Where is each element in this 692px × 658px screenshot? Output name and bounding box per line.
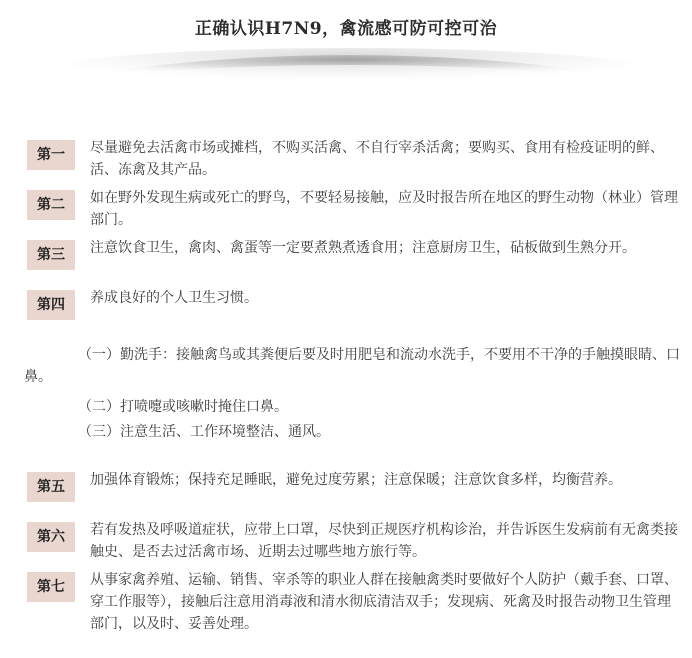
item-label: 第一 <box>27 140 75 170</box>
item-label: 第五 <box>27 472 75 502</box>
item-label: 第四 <box>27 290 75 320</box>
page-title: 正确认识H7N9，禽流感可防可控可治 <box>194 19 498 39</box>
item-label: 第二 <box>27 190 75 220</box>
decorative-swoosh <box>40 40 660 120</box>
item-text: 从事家禽养殖、运输、销售、宰杀等的职业人群在接触禽类时要做好个人防护（戴手套、口罩、穿工作服等），接触后注意用消毒液和清水彻底清洁双手；发现病、死禽及时报告动物卫生管理部门，以及时、妥善处理。 <box>90 572 678 632</box>
sub-item-text: （二）打喷嚏或咳嗽时掩住口鼻。 <box>78 399 288 415</box>
sub-item-text: （一）勤洗手：接触禽鸟或其粪便后要及时用肥皂和流动水洗手，不要用不干净的手触摸眼睛、口鼻。 <box>24 347 680 385</box>
item-label: 第三 <box>27 240 75 270</box>
item-text: 若有发热及呼吸道症状，应带上口罩，尽快到正规医疗机构诊治，并告诉医生发病前有无禽类接触史、是否去过活禽市场、近期去过哪些地方旅行等。 <box>90 522 678 560</box>
sub-item <box>24 421 684 443</box>
item-text: 如在野外发现生病或死亡的野鸟，不要轻易接触，应及时报告所在地区的野生动物（林业）管理部门。 <box>90 190 678 228</box>
item-text: 养成良好的个人卫生习惯。 <box>90 290 258 306</box>
item-text: 注意饮食卫生，禽肉、禽蛋等一定要煮熟煮透食用；注意厨房卫生，砧板做到生熟分开。 <box>90 240 636 256</box>
item-text: 加强体育锻炼；保持充足睡眠，避免过度劳累；注意保暖；注意饮食多样，均衡营养。 <box>90 472 622 488</box>
sub-item <box>24 396 684 418</box>
sub-item-text: （三）注意生活、工作环境整洁、通风。 <box>78 424 330 440</box>
sub-item <box>24 344 684 388</box>
item-label: 第七 <box>27 572 75 602</box>
item-label: 第六 <box>27 522 75 552</box>
item-text: 尽量避免去活禽市场或摊档，不购买活禽、不自行宰杀活禽；要购买、食用有检疫证明的鲜、活、冻禽及其产品。 <box>90 140 664 178</box>
